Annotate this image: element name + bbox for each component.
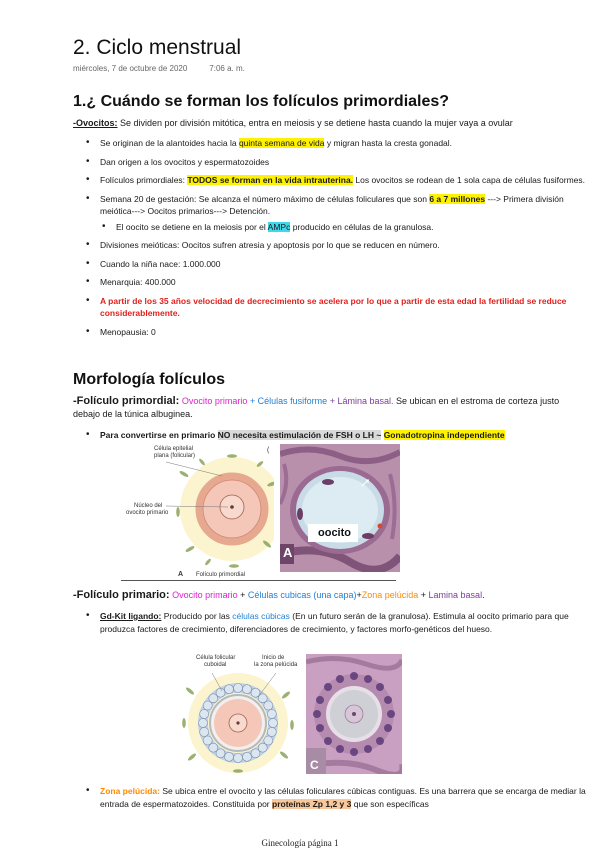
plus-5: + <box>418 590 429 600</box>
plus-4: + <box>356 590 362 600</box>
primario-label: -Folículo primario: <box>73 589 170 601</box>
list-item <box>86 239 586 252</box>
zp-label: Zona pelúcida: <box>100 786 160 796</box>
gd-label: Gd-Kit ligando: <box>100 611 162 621</box>
list-item <box>86 276 586 289</box>
page-title: 2. Ciclo menstrual <box>73 36 242 59</box>
fpr-capa: (una capa) <box>313 590 357 600</box>
fp-b1-yellow: Gonadotropina independiente <box>383 430 505 440</box>
b3-pre: Folículos primordiales: <box>100 175 188 185</box>
primordial-list <box>86 429 586 442</box>
plus-3: + <box>237 590 248 600</box>
fig2-label-ini1: Inicio de <box>262 655 285 661</box>
b1-post: y migran hasta la cresta gonadal. <box>324 138 453 148</box>
primordial-paragraph <box>73 395 573 421</box>
plus-2: + <box>327 396 338 406</box>
primary-follicle-photo <box>306 654 402 774</box>
fpr-cubicas: Células cubicas <box>247 590 311 600</box>
zona-list <box>86 785 586 810</box>
b8-text: A partir de los 35 años velocidad de decrecimiento se acelera por lo que a partir de esta edad la fertilidad se reduce considerablemente. <box>100 295 567 318</box>
gd-post: (En un futuro serán de la granulosa). Estimula al oocito primario para que produzca factores de crecimiento, diferenciadores de crecimiento, y factores morfo-genéticos del hueso. <box>100 611 569 634</box>
fig2-label-cel2: cuboidal <box>204 662 227 668</box>
b1-pre: Se originan de la alantoides hacia la <box>100 138 239 148</box>
fp-lamina: Lámina basal. <box>337 396 394 406</box>
primordial-label: -Folículo primordial: <box>73 395 180 407</box>
fpr-zona: Zona pelúcida <box>361 590 419 600</box>
fig1-label-cel1: Célula epitelial <box>154 446 194 452</box>
section1-heading: 1.¿ Cuándo se forman los folículos primordiales? <box>73 93 450 110</box>
photo1-label: oocito <box>318 527 351 539</box>
list-item <box>86 295 586 320</box>
page-date <box>73 64 245 73</box>
fig1-paren: ( <box>267 447 270 454</box>
primario-paragraph <box>73 589 583 602</box>
section1-list <box>86 137 586 338</box>
list-item <box>86 610 586 635</box>
b5-text: Divisiones meióticas: Oocitos sufren atresia y apoptosis por lo que se reducen en número. <box>100 240 440 250</box>
zp-post: que son específicas <box>351 798 429 809</box>
fp-ovocito: Ovocito primario <box>181 396 248 406</box>
primary-follicle-diagram <box>176 651 306 775</box>
list-item <box>86 326 586 339</box>
list-item <box>86 174 586 187</box>
b1-highlight: quinta semana de vida <box>238 138 325 148</box>
fig1-caption: Folículo primordial <box>196 572 246 578</box>
fig1-label-cel2: plana (folicular) <box>154 453 196 459</box>
fpr-lamina: Lamina basal <box>428 590 483 600</box>
divider <box>121 580 396 581</box>
b4a-pre: El oocito se detiene en la meiosis por el <box>116 221 268 232</box>
section2-heading: Morfología folículos <box>73 371 225 388</box>
date-text: miércoles, 7 de octubre de 2020 <box>73 64 188 73</box>
list-item <box>86 785 586 810</box>
primario-list <box>86 610 586 635</box>
fig1-label-a: A <box>178 571 184 578</box>
plus-1: + <box>247 396 258 406</box>
photo1-a: A <box>283 545 293 560</box>
list-item <box>86 156 586 169</box>
fig1-label-nuc2: ovocito primario <box>126 510 169 516</box>
fig1-label-nuc1: Núcleo del <box>134 503 163 509</box>
b3-highlight: TODOS se forman en la vida intrauterina. <box>187 175 354 185</box>
fpr-dot: . <box>482 590 485 600</box>
b4a-highlight: AMPc <box>267 221 291 232</box>
ovocitos-paragraph <box>73 117 583 130</box>
b2-text: Dan origen a los ovocitos y espermatozoides <box>100 156 270 167</box>
ovocitos-text: Se dividen por división mitótica, entra en meiosis y se detiene hasta cuando la mujer vaya a ovular <box>117 118 513 128</box>
fp-b1-pre: Para convertirse en primario <box>100 430 218 440</box>
b4-pre: Semana 20 de gestación: Se alcanza el número máximo de células foliculares que son <box>100 193 430 204</box>
b4a-post: producido en células de la granulosa. <box>290 221 434 232</box>
fig2-label-cel1: Célula folicular <box>196 655 236 661</box>
time-text: 7:06 a. m. <box>209 64 245 73</box>
b4-post: ---> Primera división meiótica---> Oocitos primarios---> Detención. <box>100 193 564 216</box>
fpr-ovocito: Ovocito primario <box>172 590 238 600</box>
b3-post: Los ovocitos se rodean de 1 sola capa de células fusiformes. <box>353 175 586 185</box>
photo2-c: C <box>310 758 319 772</box>
list-item <box>86 258 586 271</box>
fp-b1-gray: NO necesita estimulación de FSH o LH ~ <box>217 430 382 440</box>
gd-blue: células cúbicas <box>232 611 290 621</box>
list-item-sub <box>102 221 586 234</box>
zp-pre: Se ubica entre el ovocito y las células foliculares cúbicas contiguas. Es una barrera que se encarga de mediar la entrada de espermatozoides. Constituida por <box>100 786 586 809</box>
fp-post: Se ubican en el estroma de corteza justo debajo de la túnica albuginea. <box>73 396 560 419</box>
list-item <box>86 193 586 218</box>
fp-celulas: Células fusiforme <box>257 396 328 406</box>
b6-text: Cuando la niña nace: 1.000.000 <box>100 258 221 269</box>
zp-highlight: proteínas Zp 1,2 y 3 <box>272 798 352 809</box>
fig2-label-ini2: la zona pelúcida <box>254 662 298 668</box>
gd-pre: Producido por las <box>161 611 233 621</box>
b9-text: Menopausia: 0 <box>100 326 156 337</box>
list-item <box>86 137 586 150</box>
page-footer: Ginecología página 1 <box>261 838 339 848</box>
b4-highlight: 6 a 7 millones <box>429 193 486 204</box>
primordial-follicle-photo <box>280 444 400 572</box>
ovocitos-label: -Ovocitos: <box>73 118 118 128</box>
b7-text: Menarquia: 400.000 <box>100 277 176 287</box>
list-item <box>86 429 586 442</box>
